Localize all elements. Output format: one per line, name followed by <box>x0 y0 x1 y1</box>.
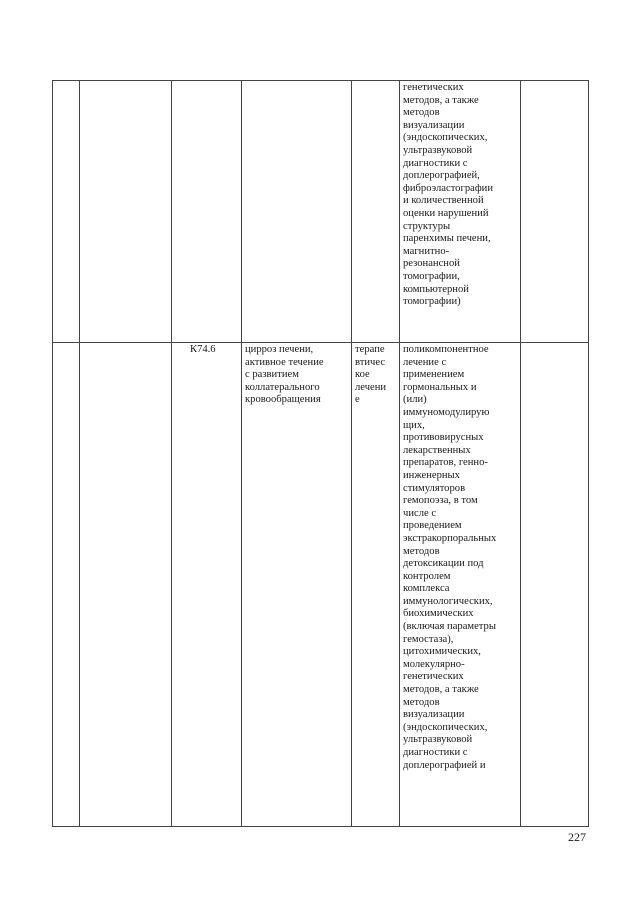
text-line: активное течение <box>245 356 324 368</box>
text-line: генетических <box>403 671 464 683</box>
cell-treatment-type <box>352 81 400 343</box>
text-line: структуры <box>403 220 451 232</box>
text-line: методов, а также <box>403 94 479 106</box>
cell-diagnosis <box>242 343 352 827</box>
cell-code <box>172 81 242 343</box>
cell-profile <box>80 81 172 343</box>
text-line: комплекса <box>403 583 450 595</box>
text-line: фиброэластографии <box>403 182 494 194</box>
cell-number <box>53 343 80 827</box>
medical-care-table <box>52 80 589 827</box>
text-line: иммунологических, <box>403 595 493 607</box>
cell-profile <box>80 343 172 827</box>
text-line: паренхимы печени, <box>403 233 491 245</box>
text-line: стимуляторов <box>403 482 466 494</box>
text-line: биохимических <box>403 608 474 620</box>
text-line: лекарственных <box>403 444 471 456</box>
cell-code: К74.6 <box>172 343 242 827</box>
text-line: ультразвуковой <box>403 734 473 746</box>
text-line: доплерографией, <box>403 170 480 182</box>
text-line: экстракорпоральных <box>403 532 497 544</box>
page-number: 227 <box>568 830 586 844</box>
text-line: визуализации <box>403 709 465 721</box>
cell-treatment-method <box>400 343 521 827</box>
text-line: томографии) <box>403 296 461 308</box>
text-line: иммуномодулирую <box>403 406 490 418</box>
text-line: методов <box>403 696 440 708</box>
text-line: с развитием <box>245 369 299 381</box>
text-line: компьютерной <box>403 283 469 295</box>
text-line: детоксикации под <box>403 558 484 570</box>
text-line: диагностики с <box>403 747 468 758</box>
text-line: методов <box>403 545 440 557</box>
text-line: диагностики с <box>403 157 468 169</box>
text-line: (эндоскопических, <box>403 721 488 733</box>
text-line: (эндоскопических, <box>403 132 488 144</box>
text-line: терапе <box>355 344 385 355</box>
table-row <box>53 343 589 827</box>
table-row <box>53 81 589 343</box>
text-line: доплерографией и <box>403 759 486 771</box>
text-line: генетических <box>403 82 464 93</box>
text-line: оценки нарушений <box>403 207 489 219</box>
text-line: цирроз печени, <box>245 344 314 355</box>
cell-treatment-type <box>352 343 400 827</box>
text-line: визуализации <box>403 119 465 131</box>
text-line: цитохимических, <box>403 646 481 658</box>
text-line: (или) <box>403 394 427 406</box>
cell-standard <box>521 81 589 343</box>
cell-standard <box>521 343 589 827</box>
text-line: гемостаза), <box>403 633 454 645</box>
text-line: молекулярно- <box>403 658 465 670</box>
text-line: гемопоэза, в том <box>403 495 478 507</box>
text-line: противовирусных <box>403 432 484 444</box>
text-line: методов, а также <box>403 684 479 696</box>
text-line: гормональных и <box>403 381 477 393</box>
text-line: кровообращения <box>245 394 321 406</box>
text-line: проведением <box>403 520 462 532</box>
cell-treatment-method <box>400 81 521 343</box>
text-line: (включая параметры <box>403 621 496 633</box>
cell-diagnosis <box>242 81 352 343</box>
text-line: коллатерального <box>245 381 320 393</box>
text-line: е <box>355 394 360 406</box>
text-line: магнитно- <box>403 245 450 257</box>
text-line: щих, <box>403 419 425 431</box>
text-line: контролем <box>403 570 451 582</box>
text-line: поликомпонентное <box>403 344 489 355</box>
text-line: лечение с <box>403 356 447 368</box>
text-line: числе с <box>403 507 437 519</box>
text-line: препаратов, генно- <box>403 457 488 469</box>
text-line: лечени <box>355 381 387 393</box>
text-line: и количественной <box>403 195 484 207</box>
text-line: ультразвуковой <box>403 144 473 156</box>
text-line: инженерных <box>403 469 460 481</box>
text-line: кое <box>355 369 370 381</box>
cell-number <box>53 81 80 343</box>
text-line: применением <box>403 369 465 381</box>
text-line: резонансной <box>403 258 460 270</box>
text-line: втичес <box>355 356 386 368</box>
text-line: методов <box>403 107 440 119</box>
text-line: томографии, <box>403 270 460 282</box>
